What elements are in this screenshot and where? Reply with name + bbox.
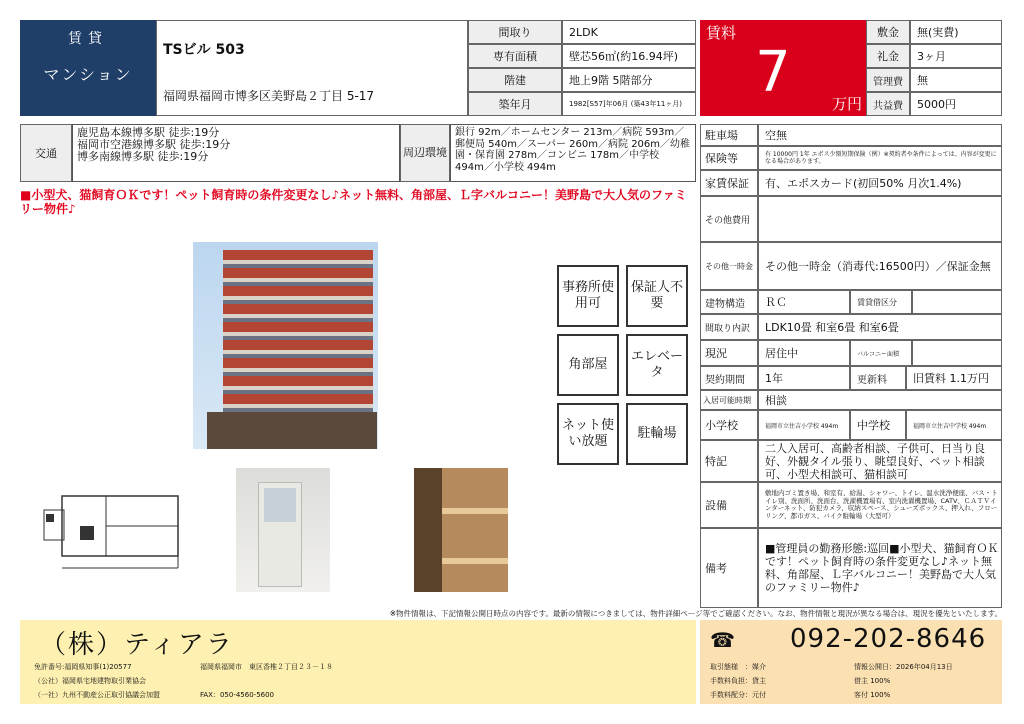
building-base bbox=[207, 412, 377, 449]
property-type-line2: マンション bbox=[43, 65, 133, 84]
floor-label: 階建 bbox=[468, 68, 562, 92]
status-value: 居住中 bbox=[758, 340, 850, 366]
association-1: （公社）福岡県宅地建物取引業協会 bbox=[34, 677, 146, 685]
feature-office-use: 事務所使用可 bbox=[557, 265, 619, 327]
insurance-label: 保険等 bbox=[700, 146, 758, 170]
catch-copy: ■小型犬、猫飼育ＯＫです！ペット飼育時の条件変更なし♪ネット無料、角部屋、Ｌ字バルコニー！美野島で大人気のファミリー物件♪ bbox=[20, 188, 687, 216]
building-photo bbox=[193, 242, 378, 449]
landlord-share: 借主 100% bbox=[854, 677, 891, 685]
closet-photo bbox=[414, 468, 508, 592]
environment-label: 周辺環境 bbox=[400, 124, 450, 182]
floor-value: 地上9階 5階部分 bbox=[562, 68, 696, 92]
other-cost-label: その他費用 bbox=[700, 196, 758, 242]
deposit-value: 無(実費) bbox=[910, 20, 1002, 44]
built-label: 築年月 bbox=[468, 92, 562, 116]
area-value: 壁芯56㎡(約16.94坪) bbox=[562, 44, 696, 68]
association-2: （一社）九州不動産公正取引協議会加盟 bbox=[34, 691, 160, 699]
elementary-school-label: 小学校 bbox=[700, 410, 758, 440]
move-in-value: 相談 bbox=[758, 390, 1002, 410]
move-in-label: 入居可能時期 bbox=[700, 390, 758, 410]
floor-plan bbox=[22, 478, 202, 584]
access-label: 交通 bbox=[20, 124, 72, 182]
license-number: 免許番号:福岡県知事(1)20577 bbox=[34, 663, 132, 671]
transaction-type: 取引態様 ：媒介 bbox=[710, 663, 766, 671]
office-address: 福岡県福岡市 東区香椎２丁目２３－１８ bbox=[200, 663, 333, 671]
environment-info: 銀行 92m／ホームセンター 213m／病院 593m／郵便局 540m／スーパー 260m／病院 206m／幼稚園・保育園 278m／コンビニ 178m／中学校 494m／小学校 494m bbox=[450, 124, 696, 182]
equipment-value: 敷地内ゴミ置き場、和室有、給湯、シャワー、トイレ、温水洗浄便座、バス・トイレ別、洗面所、洗面台、洗濯機置場有、室内洗濯機置場、CATV、ＣＡＴＶインターネット、防犯カメラ、収納スペース、シューズボックス、押入れ、フローリング、都市ガス、バイク駐輪場（大型可） bbox=[758, 482, 1002, 528]
special-notes-label: 特記 bbox=[700, 440, 758, 482]
remarks-value: ■管理員の勤務形態:巡回■小型犬、猫飼育ＯＫです！ペット飼育時の条件変更なし♪ネット無料、角部屋、Ｌ字バルコニー！美野島で大人気のファミリー物件♪ bbox=[758, 528, 1002, 608]
lease-type-value bbox=[912, 290, 1002, 314]
rent-box bbox=[700, 20, 866, 116]
junior-high-label: 中学校 bbox=[850, 410, 906, 440]
fee-burden: 手数料負担：貸主 bbox=[710, 677, 766, 685]
company-name: （株）ティアラ bbox=[40, 630, 234, 660]
guarantee-value: 有、エポスカード(初回50% 月次1.4%) bbox=[758, 170, 1002, 196]
contract-term-value: 1年 bbox=[758, 366, 850, 390]
common-fee-value: 5000円 bbox=[910, 92, 1002, 116]
footer-company bbox=[20, 620, 696, 704]
other-payment-label: その他一時金 bbox=[700, 242, 758, 290]
phone-number: 092-202-8646 bbox=[790, 624, 987, 654]
balcony-area-label: バルコニー面積 bbox=[850, 340, 912, 366]
elementary-school-value: 福岡市立住吉小学校 494m bbox=[758, 410, 850, 440]
rent-unit: 万円 bbox=[831, 95, 862, 113]
rent-value: 7 bbox=[755, 40, 791, 105]
renewal-fee-label: 更新料 bbox=[850, 366, 906, 390]
other-payment-value: その他一時金（消毒代:16500円）／保証金無 bbox=[758, 242, 1002, 290]
key-money-value: 3ヶ月 bbox=[910, 44, 1002, 68]
washroom-photo bbox=[236, 468, 330, 592]
feature-internet: ネット使い放題 bbox=[557, 403, 619, 465]
insurance-value: 有 10000円 1年 エポス少額短期保険（例）※契約者や条件によっては、内容が変更になる場合があります。 bbox=[758, 146, 1002, 170]
common-fee-label: 共益費 bbox=[866, 92, 910, 116]
renewal-fee-value: 旧賃料 1.1万円 bbox=[906, 366, 1002, 390]
room-breakdown-label: 間取り内訳 bbox=[700, 314, 758, 340]
agent-share: 客付 100% bbox=[854, 691, 891, 699]
status-label: 現況 bbox=[700, 340, 758, 366]
balcony-area-value bbox=[912, 340, 1002, 366]
access-line: 鹿児島本線博多駅 徒歩:19分 bbox=[77, 126, 220, 139]
parking-label: 駐車場 bbox=[700, 124, 758, 146]
layout-label: 間取り bbox=[468, 20, 562, 44]
rent-label: 賃料 bbox=[706, 24, 737, 42]
closet-shelf bbox=[442, 508, 508, 514]
area-label: 専有面積 bbox=[468, 44, 562, 68]
deposit-label: 敷金 bbox=[866, 20, 910, 44]
address: 福岡県福岡市博多区美野島２丁目 5-17 bbox=[163, 89, 375, 103]
management-fee-label: 管理費 bbox=[866, 68, 910, 92]
layout-value: 2LDK bbox=[562, 20, 696, 44]
room-breakdown-value: LDK10畳 和室6畳 和室6畳 bbox=[758, 314, 1002, 340]
disclaimer: ※物件情報は、下記情報公開日時点の内容です。最新の情報につきましては、物件詳細ページ等でご確認ください。なお、物件情報と現況が異なる場合は、現況を優先といたします。 bbox=[389, 609, 1002, 618]
closet-shelf bbox=[442, 558, 508, 564]
footer-contact bbox=[700, 620, 1002, 704]
built-value: 1982[S57]年06月 (築43年11ヶ月) bbox=[562, 92, 696, 116]
junior-high-value: 福岡市立住吉中学校 494m bbox=[906, 410, 1002, 440]
equipment-label: 設備 bbox=[700, 482, 758, 528]
mirror bbox=[264, 488, 296, 522]
fax-number: FAX：050-4560-5600 bbox=[200, 691, 275, 699]
feature-corner-room: 角部屋 bbox=[557, 334, 619, 396]
structure-value: ＲＣ bbox=[758, 290, 850, 314]
phone-icon: ☎ bbox=[710, 628, 735, 652]
property-type-line1: 賃貸 bbox=[68, 31, 108, 47]
contract-term-label: 契約期間 bbox=[700, 366, 758, 390]
structure-label: 建物構造 bbox=[700, 290, 758, 314]
access-line: 福岡市空港線博多駅 徒歩:19分 bbox=[77, 138, 231, 151]
feature-bicycle-parking: 駐輪場 bbox=[626, 403, 688, 465]
management-fee-value: 無 bbox=[910, 68, 1002, 92]
guarantee-label: 家賃保証 bbox=[700, 170, 758, 196]
publish-date: 情報公開日：2026年04月13日 bbox=[854, 663, 953, 671]
lease-type-label: 賃貸借区分 bbox=[850, 290, 912, 314]
fee-split: 手数料配分：元付 bbox=[710, 691, 766, 699]
parking-value: 空無 bbox=[758, 124, 1002, 146]
access-info bbox=[72, 124, 400, 182]
access-line: 博多南線博多駅 徒歩:19分 bbox=[77, 150, 209, 163]
other-cost-value bbox=[758, 196, 1002, 242]
remarks-label: 備考 bbox=[700, 528, 758, 608]
property-type-box bbox=[20, 20, 156, 116]
title-box bbox=[156, 20, 468, 116]
special-notes-value: 二人入居可、高齢者相談、子供可、日当り良好、外観タイル張り、眺望良好、ペット相談可、小型犬相談可、猫相談可 bbox=[758, 440, 1002, 482]
building-name: TSビル 503 bbox=[163, 42, 245, 58]
key-money-label: 礼金 bbox=[866, 44, 910, 68]
feature-no-guarantor: 保証人不要 bbox=[626, 265, 688, 327]
feature-elevator: エレベータ bbox=[626, 334, 688, 396]
